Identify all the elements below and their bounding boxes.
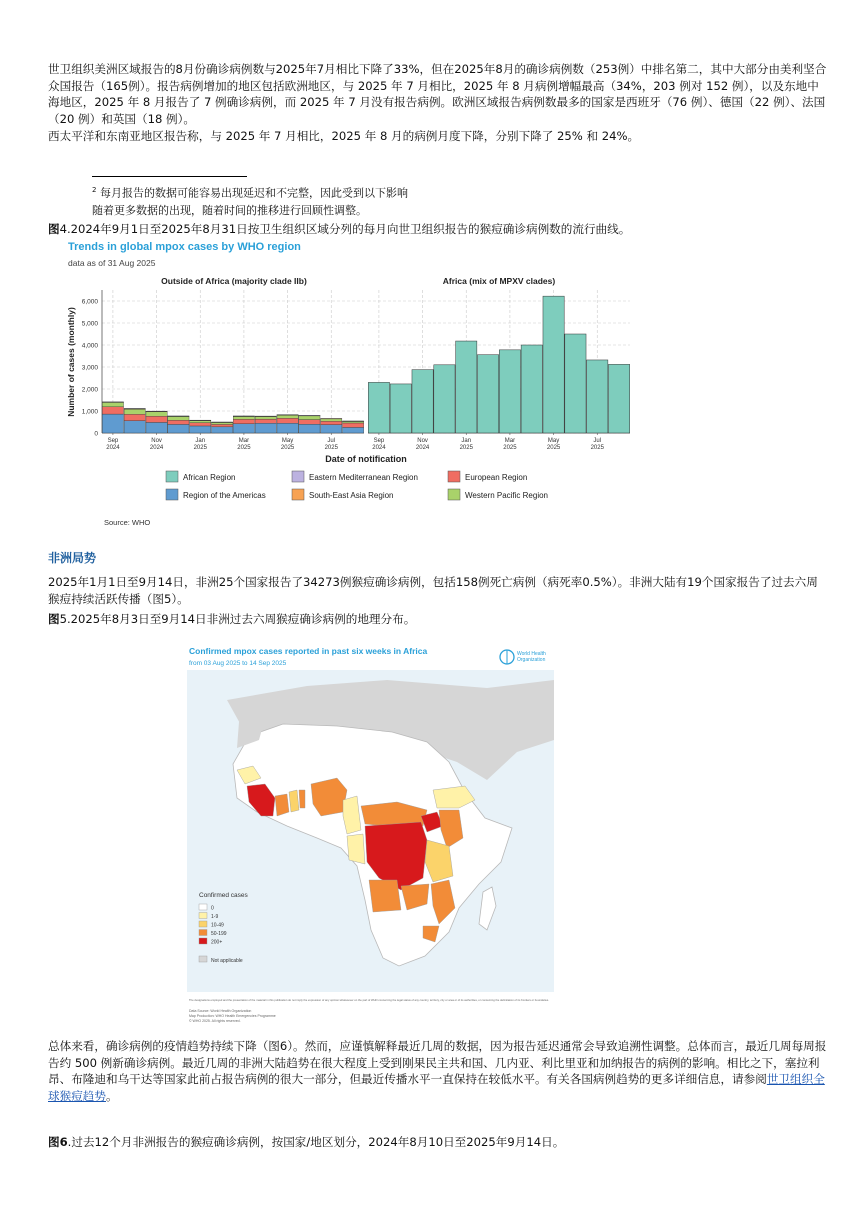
map-credit-3: © WHO 2025. All rights reserved. — [189, 1019, 241, 1023]
map-legend-swatch — [199, 938, 207, 944]
bar-outside — [299, 424, 320, 433]
map-legend-swatch — [199, 913, 207, 919]
map-cote-divoire-50-199 — [275, 794, 289, 816]
figure-4-chart — [62, 238, 642, 530]
x-tick-label: Jul — [327, 438, 336, 444]
map-legend-swatch — [199, 921, 207, 927]
bar-africa — [499, 350, 520, 433]
figure-6-caption: 图6.过去12个月非洲报告的猴痘确诊病例，按国家/地区划分，2024年8月10日至2025年9月14日。 — [48, 1135, 565, 1149]
map-ghana-10-49 — [289, 790, 299, 812]
svg-text:World Health: World Health — [517, 651, 546, 657]
footnote-line-1: $^2$ 每月报告的数据可能容易出现延迟和不完整，因此受到以下影响 — [92, 186, 408, 200]
x-tick-label: May — [547, 438, 560, 444]
paragraph-africa-overview: 2025年1月1日至9月14日，非洲25个国家报告了34273例猴痘确诊病例，包括158例死亡病例（病死率0.5%）。非洲大陆有19个国家报告了过去六周猴痘持续活跃传播（图5）。 — [48, 575, 818, 606]
panel-title-outside: Outside of Africa (majority clade IIb) — [161, 276, 307, 286]
x-tick-label: Sep — [107, 438, 119, 444]
bar-outside — [146, 422, 167, 433]
x-tick-label: 2025 — [546, 445, 561, 451]
figure-4-caption: 图4.2024年9月1日至2025年8月31日按卫生组织区域分列的每月向世卫组织报告的猴痘确诊病例数的流行曲线。 — [48, 222, 631, 236]
panel-title-africa: Africa (mix of MPXV clades) — [442, 276, 556, 286]
y-tick-label: 2,000 — [81, 386, 98, 394]
bar-outside — [321, 425, 342, 433]
legend-label: European Region — [465, 473, 528, 482]
chart-subtitle: data as of 31 Aug 2025 — [68, 258, 156, 268]
bar-outside — [102, 407, 123, 414]
bar-outside — [342, 427, 363, 433]
bar-outside — [211, 427, 232, 433]
chart-source: Source: WHO — [104, 518, 151, 527]
bar-outside — [233, 424, 254, 433]
x-tick-label: 2025 — [324, 445, 338, 451]
bar-outside — [124, 421, 145, 433]
section-title-africa: 非洲局势 — [48, 551, 97, 565]
bar-outside — [255, 417, 276, 420]
map-togo-50-199 — [299, 790, 305, 808]
bar-outside — [102, 402, 123, 406]
x-tick-label: 2025 — [237, 445, 251, 451]
map-legend-label: 200+ — [211, 939, 223, 946]
bar-outside — [233, 417, 254, 420]
legend-swatch — [292, 471, 304, 482]
bar-outside — [277, 423, 298, 433]
legend-label: South-East Asia Region — [309, 491, 394, 500]
svg-text:Organization: Organization — [517, 657, 546, 663]
legend-label: Western Pacific Region — [465, 491, 548, 500]
y-tick-label: 4,000 — [81, 342, 98, 350]
x-tick-label: 2025 — [193, 445, 207, 451]
bar-outside — [321, 419, 342, 421]
legend-swatch — [448, 471, 460, 482]
bar-outside — [255, 423, 276, 433]
map-legend-label: 50-199 — [211, 931, 227, 937]
map-angola-50-199 — [369, 880, 401, 912]
x-tick-label: Mar — [504, 438, 516, 444]
map-legend-not-applicable: Not applicable — [211, 958, 243, 964]
footnote-line-2: 随着更多数据的出现，随着时间的推移进行回顾性调整。 — [92, 204, 367, 217]
bar-outside — [190, 426, 211, 433]
figure-5-caption: 图5.2025年8月3日至9月14日非洲过去六周猴痘确诊病例的地理分布。 — [48, 612, 416, 626]
bar-outside — [321, 421, 342, 424]
bar-africa — [587, 360, 608, 433]
bar-outside — [277, 415, 298, 418]
legend-swatch — [448, 489, 460, 500]
x-tick-label: Mar — [238, 438, 250, 444]
map-congo-1-9 — [347, 834, 365, 864]
x-tick-label: 2025 — [590, 445, 604, 451]
y-tick-label: 3,000 — [81, 364, 98, 372]
bar-outside — [233, 419, 254, 423]
bar-africa — [434, 365, 455, 433]
bar-outside — [168, 424, 189, 433]
bar-outside — [102, 414, 123, 433]
bar-africa — [477, 355, 498, 433]
bar-africa — [608, 364, 629, 433]
x-tick-label: Jan — [195, 438, 206, 444]
bar-outside — [190, 423, 211, 426]
bar-outside — [211, 422, 232, 424]
bar-africa — [412, 370, 433, 433]
chart-title: Trends in global mpox cases by WHO region — [68, 241, 301, 253]
bar-africa — [390, 384, 411, 433]
map-legend-swatch — [199, 930, 207, 936]
paragraph-trend: 总体来看，确诊病例的疫情趋势持续下降（图6）。然而，应谨慎解释最近几周的数据，因为报告延迟通常会导致追溯性调整。总体而言，最近几周每周报告约 500 例新确诊病例。最近几周的非洲大陆趋势在很大程度上受到刚果民主共和国、几内亚、利比里亚和加纳报告的病例的影响。相比之下，塞拉利昂、布隆迪和乌干达等国家此前占报告病例的很大一部分，但最近传播水平一直保持在较低水平。有关各国病例趋势的更多详细信息，请参阅世卫组织全球猴痘趋势。 — [48, 1039, 827, 1103]
x-tick-label: Sep — [373, 438, 385, 444]
legend-swatch — [292, 489, 304, 500]
who-logo-icon — [500, 650, 546, 664]
x-tick-label: Jul — [593, 438, 602, 444]
map-legend-title: Confirmed cases — [199, 892, 248, 899]
map-credit-2: Map Production: WHO Health Emergencies Programme — [189, 1014, 276, 1018]
map-subtitle: from 03 Aug 2025 to 14 Sep 2025 — [189, 660, 287, 667]
bar-africa — [565, 334, 586, 433]
x-tick-label: 2024 — [372, 445, 386, 451]
paragraph-wpro-searo: 西太平洋和东南亚地区报告称，与 2025 年 7 月相比，2025 年 8 月的病例月度下降，分别下降了 25% 和 24%。 — [48, 129, 640, 143]
map-legend-label: 10-49 — [211, 922, 224, 929]
legend-label: Region of the Americas — [183, 491, 266, 500]
map-disclaimer: The designations employed and the presentation of the material in this publication do not imply the expression of any opinion whatsoever on the part of WHO concerning the legal status of any country, territory, city or area or of its authorities, or concerning the delimitation of its frontiers or boundaries. — [189, 998, 550, 1002]
figure-5-map — [187, 640, 554, 1033]
legend-swatch — [166, 489, 178, 500]
bar-outside — [146, 416, 167, 422]
x-tick-label: 2024 — [149, 445, 164, 451]
x-axis-label: Date of notification — [325, 454, 407, 464]
footnote-rule — [92, 176, 247, 177]
x-tick-label: 2025 — [503, 445, 517, 451]
map-title: Confirmed mpox cases reported in past six weeks in Africa — [189, 646, 428, 656]
bar-outside — [299, 420, 320, 425]
x-tick-label: 2025 — [280, 445, 295, 451]
map-credit-1: Data Source: World Health Organization — [189, 1009, 252, 1013]
x-tick-label: May — [281, 438, 294, 444]
bar-outside — [277, 418, 298, 423]
who-global-mpox-trends-link[interactable]: 世卫组织全球猴痘趋势 — [48, 1072, 825, 1103]
x-tick-label: Nov — [417, 438, 428, 444]
y-tick-label: 0 — [94, 430, 98, 438]
map-legend-label: 1-9 — [211, 914, 219, 920]
legend-swatch — [166, 471, 178, 482]
y-tick-label: 1,000 — [81, 408, 98, 416]
paragraph-americas-europe: 世卫组织美洲区域报告的8月份确诊病例数与2025年7月相比下降了33%，但在2025年8月的确诊病例数（253例）中排名第二，其中大部分由美利坚合众国报告（165例）。报告病例增加的地区包括欧洲地区，与 2025 年 7 月相比，2025 年 8 月病例增幅最高（34%，203 例对 152 例），以及东地中海地区，2025 年 8 月报告了 7 例确诊病例，而 2025 年 7 月没有报告病例。欧洲区域报告病例数最多的国家是西班牙（76 例）、德国（22 例）、法国（20 例）和英国（18 例）。 — [48, 62, 827, 126]
bar-africa — [456, 341, 477, 433]
bar-outside — [255, 419, 276, 423]
bar-africa — [368, 382, 389, 433]
x-tick-label: 2024 — [415, 445, 430, 451]
y-tick-label: 6,000 — [81, 298, 98, 306]
bar-outside — [168, 420, 189, 424]
x-tick-label: Nov — [151, 438, 162, 444]
bar-outside — [299, 416, 320, 420]
bar-outside — [211, 424, 232, 426]
bar-outside — [190, 421, 211, 423]
y-axis-label: Number of cases (monthly) — [66, 307, 76, 417]
map-legend-label: 0 — [211, 905, 214, 912]
bar-africa — [543, 296, 564, 433]
bar-outside — [124, 414, 145, 420]
map-legend-swatch — [199, 904, 207, 910]
x-tick-label: Jan — [461, 438, 472, 444]
bar-outside — [146, 412, 167, 417]
legend-label: African Region — [183, 473, 236, 482]
x-tick-label: 2025 — [459, 445, 473, 451]
bar-outside — [168, 417, 189, 421]
bar-outside — [342, 423, 363, 427]
y-tick-label: 5,000 — [81, 320, 98, 328]
map-legend-not-applicable-swatch — [199, 956, 207, 962]
x-tick-label: 2024 — [106, 445, 120, 451]
bar-africa — [521, 345, 542, 433]
bar-outside — [124, 409, 145, 414]
legend-label: Eastern Mediterranean Region — [309, 473, 418, 482]
